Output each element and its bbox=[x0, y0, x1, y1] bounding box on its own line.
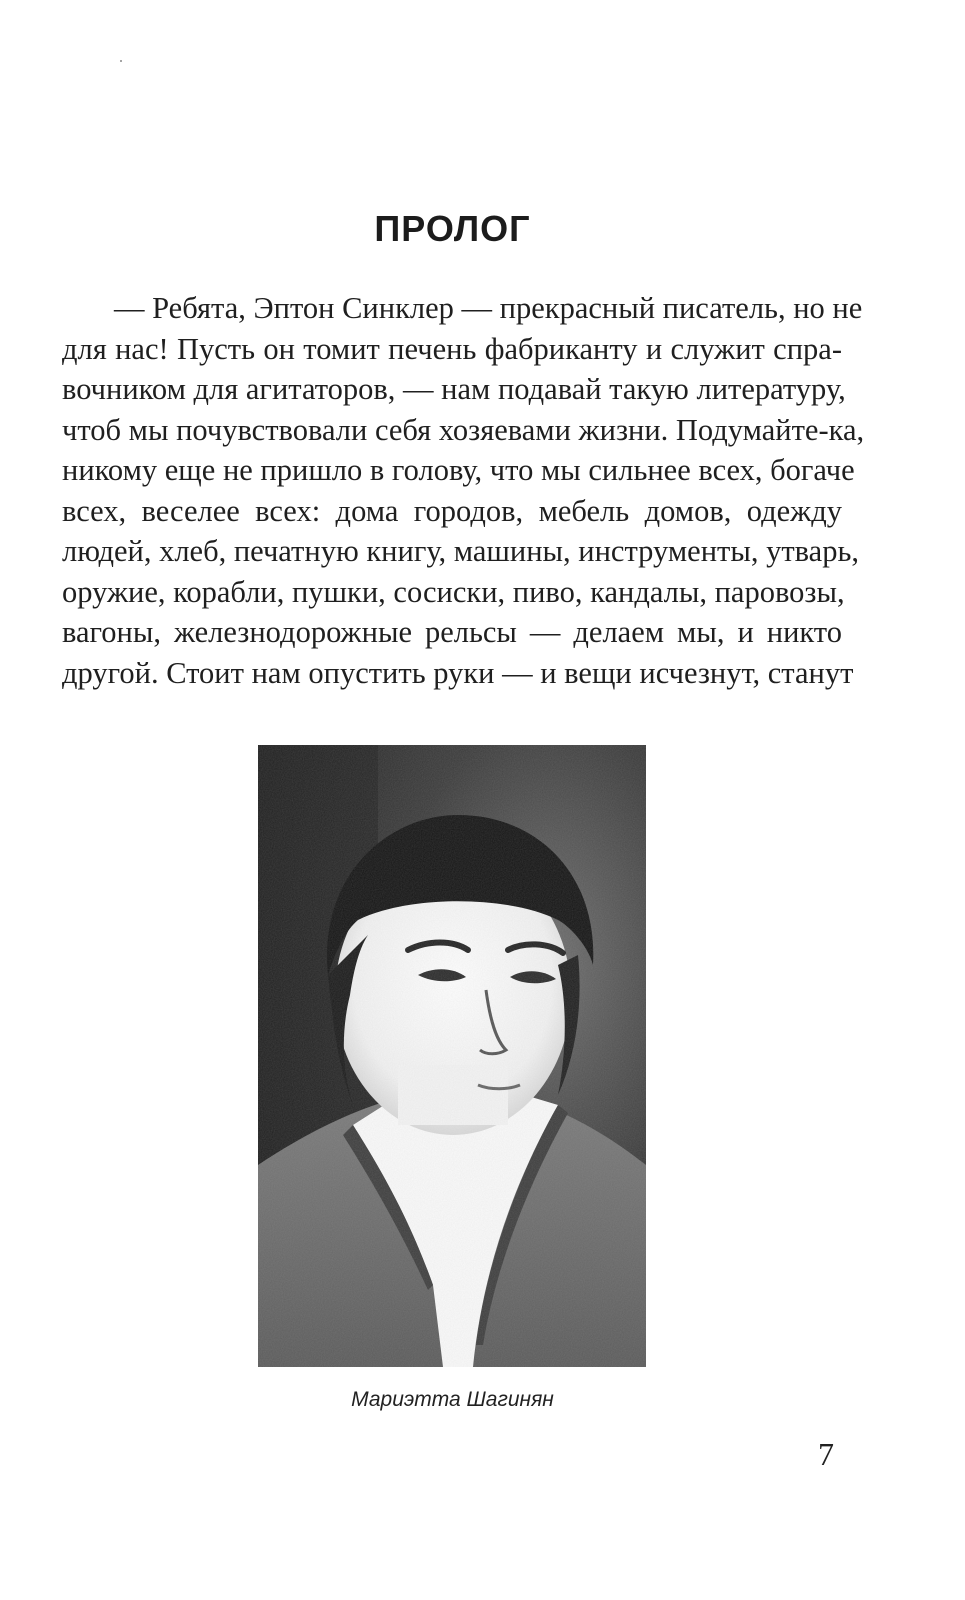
text-line: оружие, корабли, пушки, сосиски, пиво, кандалы, паровозы, bbox=[62, 574, 845, 609]
text-line: для нас! Пусть он томит печень фабриканту и служит спра- bbox=[62, 331, 842, 366]
scan-speck bbox=[120, 60, 122, 62]
portrait-illustration bbox=[258, 745, 646, 1367]
text-line: людей, хлеб, печатную книгу, машины, инструменты, утварь, bbox=[62, 534, 859, 568]
photo-caption: Мариэтта Шагинян bbox=[351, 1388, 554, 1411]
text-line: всех, веселее всех: дома городов, мебель домов, одежду bbox=[62, 493, 842, 528]
page-number: 7 bbox=[818, 1436, 834, 1472]
text-line: чтоб мы почувствовали себя хозяевами жизни. Подумайте-ка, bbox=[62, 412, 865, 447]
text-line: никому еще не пришло в голову, что мы сильнее всех, богаче bbox=[62, 453, 855, 487]
text-line: вагоны, железнодорожные рельсы — делаем мы, и никто bbox=[62, 615, 842, 649]
text-line: вочником для агитаторов, — нам подавай такую литературу, bbox=[62, 372, 846, 406]
body-paragraph bbox=[62, 288, 865, 693]
chapter-title: ПРОЛОГ bbox=[374, 208, 531, 249]
text-line: — Ребята, Эптон Синклер — прекрасный писатель, но не bbox=[114, 291, 863, 325]
portrait-photo bbox=[258, 745, 646, 1367]
text-line: другой. Стоит нам опустить руки — и вещи исчезнут, станут bbox=[62, 655, 854, 690]
